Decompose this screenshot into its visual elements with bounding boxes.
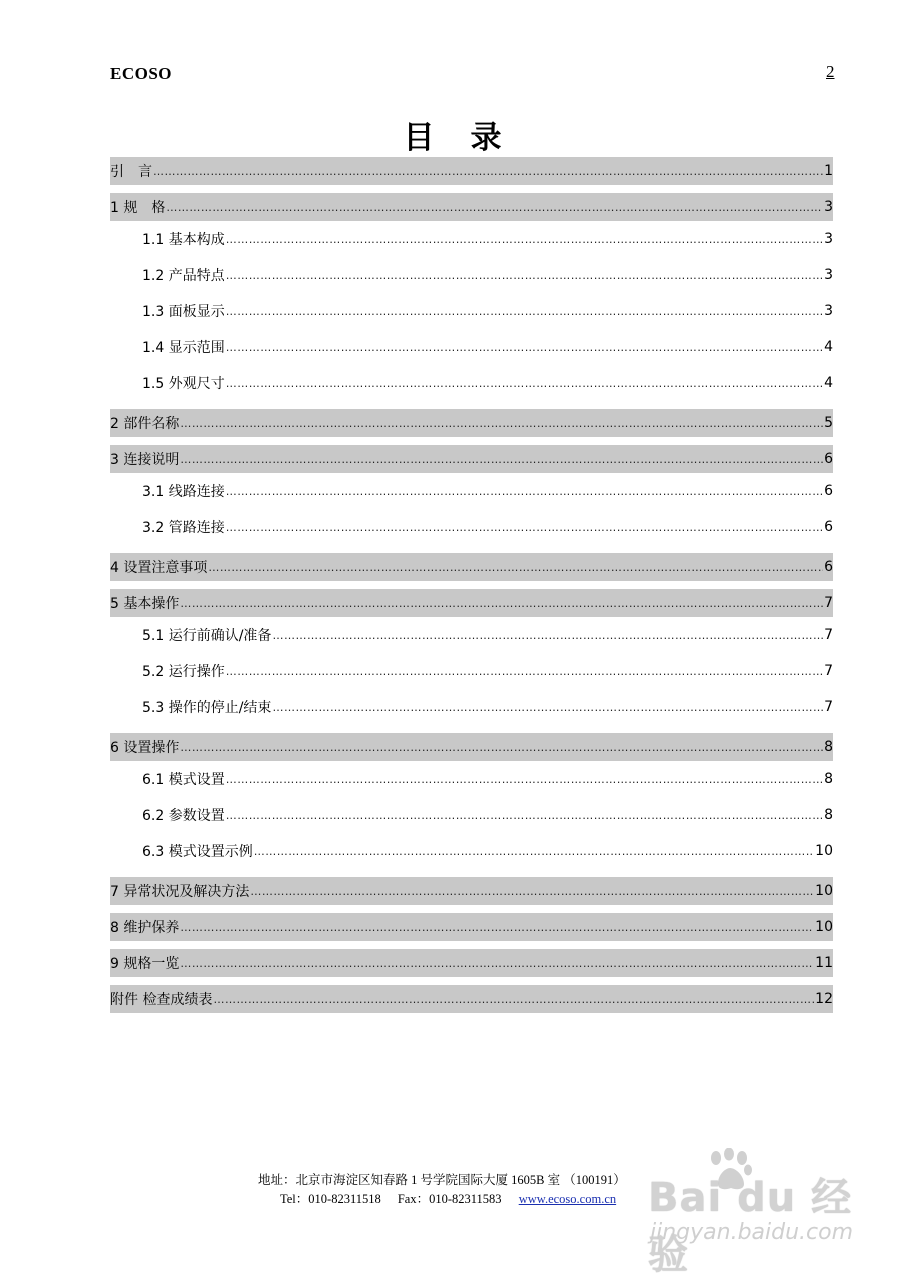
toc-entry[interactable] bbox=[110, 445, 833, 473]
toc-entry-page: 8 bbox=[824, 771, 833, 787]
toc-entry-page: 4 bbox=[824, 375, 833, 391]
toc-entry[interactable] bbox=[110, 409, 833, 437]
toc-entry[interactable] bbox=[110, 157, 833, 185]
toc-entry[interactable] bbox=[110, 365, 833, 401]
toc-entry[interactable] bbox=[110, 509, 833, 545]
toc-entry-page: 5 bbox=[824, 415, 833, 431]
toc-title: 目录 bbox=[403, 120, 538, 156]
toc-entry[interactable] bbox=[110, 761, 833, 797]
toc-dot-leader bbox=[226, 521, 823, 534]
table-of-contents bbox=[110, 157, 833, 1013]
toc-dot-leader bbox=[272, 701, 823, 714]
toc-entry-title: 1.5 外观尺寸 bbox=[142, 376, 225, 392]
toc-entry-title: 1.4 显示范围 bbox=[142, 340, 225, 356]
footer-fax: Fax：010-82311583 bbox=[397, 1192, 502, 1206]
toc-entry-page: 7 bbox=[824, 699, 833, 715]
header-page-number: 2 bbox=[826, 62, 835, 81]
toc-entry-title: 6.2 参数设置 bbox=[142, 808, 225, 824]
toc-entry-title: 3.1 线路连接 bbox=[142, 484, 225, 500]
toc-entry-page: 11 bbox=[815, 955, 833, 971]
toc-entry-page: 10 bbox=[815, 883, 833, 899]
toc-dot-leader bbox=[226, 485, 823, 498]
toc-dot-leader bbox=[153, 165, 823, 178]
footer-website-link[interactable]: www.ecoso.com.cn bbox=[518, 1192, 617, 1206]
toc-entry-page: 6 bbox=[824, 451, 833, 467]
toc-entry[interactable] bbox=[110, 653, 833, 689]
toc-entry-page: 4 bbox=[824, 339, 833, 355]
footer-address: 地址：北京市海淀区知春路 1 号学院国际大厦 1605B 室 （100191） bbox=[258, 1173, 626, 1187]
toc-dot-leader bbox=[166, 201, 823, 214]
toc-entry-title: 1 规 格 bbox=[110, 200, 166, 216]
toc-entry-page: 7 bbox=[824, 627, 833, 643]
toc-entry[interactable] bbox=[110, 329, 833, 365]
watermark-brand: Bai du 经验 bbox=[648, 1175, 853, 1278]
toc-entry-page: 7 bbox=[824, 595, 833, 611]
toc-dot-leader bbox=[226, 377, 823, 390]
toc-entry-page: 8 bbox=[824, 807, 833, 823]
toc-entry-title: 1.3 面板显示 bbox=[142, 304, 225, 320]
toc-dot-leader bbox=[226, 773, 823, 786]
toc-entry-title: 1.2 产品特点 bbox=[142, 268, 225, 284]
baidu-watermark bbox=[648, 1148, 868, 1278]
toc-entry-title: 9 规格一览 bbox=[110, 956, 180, 972]
toc-dot-leader bbox=[213, 993, 814, 1006]
toc-dot-leader bbox=[180, 921, 814, 934]
toc-entry[interactable] bbox=[110, 221, 833, 257]
toc-entry[interactable] bbox=[110, 949, 833, 977]
toc-dot-leader bbox=[226, 269, 823, 282]
footer-tel: Tel：010-82311518 bbox=[280, 1192, 381, 1206]
toc-entry-title: 6 设置操作 bbox=[110, 740, 180, 756]
toc-entry-page: 3 bbox=[824, 267, 833, 283]
toc-entry[interactable] bbox=[110, 193, 833, 221]
toc-entry[interactable] bbox=[110, 985, 833, 1013]
header-logo: ECOSO bbox=[110, 64, 173, 83]
toc-entry[interactable] bbox=[110, 293, 833, 329]
watermark-url: jingyan.baidu.com bbox=[650, 1220, 854, 1245]
toc-entry-title: 附件 检查成绩表 bbox=[110, 992, 213, 1008]
toc-entry-page: 3 bbox=[824, 199, 833, 215]
toc-dot-leader bbox=[180, 597, 823, 610]
toc-entry-title: 5.1 运行前确认/准备 bbox=[142, 628, 272, 644]
toc-dot-leader bbox=[226, 233, 823, 246]
toc-dot-leader bbox=[180, 741, 823, 754]
toc-entry-title: 1.1 基本构成 bbox=[142, 232, 225, 248]
toc-entry[interactable] bbox=[110, 553, 833, 581]
toc-dot-leader bbox=[226, 665, 823, 678]
toc-entry-title: 3.2 管路连接 bbox=[142, 520, 225, 536]
toc-entry-title: 3 连接说明 bbox=[110, 452, 180, 468]
toc-dot-leader bbox=[254, 845, 814, 858]
toc-entry[interactable] bbox=[110, 589, 833, 617]
toc-entry-title: 引 言 bbox=[110, 164, 152, 180]
toc-entry-page: 10 bbox=[815, 843, 833, 859]
toc-entry-page: 8 bbox=[824, 739, 833, 755]
toc-entry-page: 3 bbox=[824, 231, 833, 247]
toc-entry-title: 6.1 模式设置 bbox=[142, 772, 225, 788]
toc-entry-title: 2 部件名称 bbox=[110, 416, 180, 432]
toc-entry-page: 3 bbox=[824, 303, 833, 319]
toc-entry-page: 7 bbox=[824, 663, 833, 679]
toc-entry[interactable] bbox=[110, 257, 833, 293]
toc-entry-page: 6 bbox=[824, 559, 833, 575]
toc-dot-leader bbox=[208, 561, 823, 574]
toc-dot-leader bbox=[250, 885, 814, 898]
toc-entry[interactable] bbox=[110, 797, 833, 833]
toc-entry[interactable] bbox=[110, 877, 833, 905]
toc-entry-title: 5 基本操作 bbox=[110, 596, 180, 612]
footer-contact bbox=[280, 1189, 630, 1207]
toc-entry-page: 1 bbox=[824, 163, 833, 179]
toc-entry-title: 5.3 操作的停止/结束 bbox=[142, 700, 272, 716]
toc-dot-leader bbox=[226, 809, 823, 822]
toc-entry-page: 6 bbox=[824, 519, 833, 535]
toc-entry-page: 12 bbox=[815, 991, 833, 1007]
toc-dot-leader bbox=[180, 417, 823, 430]
toc-entry-page: 10 bbox=[815, 919, 833, 935]
toc-dot-leader bbox=[226, 305, 823, 318]
toc-dot-leader bbox=[272, 629, 823, 642]
toc-entry[interactable] bbox=[110, 833, 833, 869]
toc-entry-title: 5.2 运行操作 bbox=[142, 664, 225, 680]
toc-entry-title: 4 设置注意事项 bbox=[110, 560, 208, 576]
toc-entry[interactable] bbox=[110, 617, 833, 653]
toc-dot-leader bbox=[226, 341, 823, 354]
toc-entry[interactable] bbox=[110, 689, 833, 725]
toc-entry-title: 6.3 模式设置示例 bbox=[142, 844, 253, 860]
toc-entry[interactable] bbox=[110, 473, 833, 509]
toc-entry-title: 7 异常状况及解决方法 bbox=[110, 884, 250, 900]
toc-entry-page: 6 bbox=[824, 483, 833, 499]
toc-dot-leader bbox=[180, 957, 814, 970]
toc-entry[interactable] bbox=[110, 913, 833, 941]
toc-entry[interactable] bbox=[110, 733, 833, 761]
toc-entry-title: 8 维护保养 bbox=[110, 920, 180, 936]
toc-dot-leader bbox=[180, 453, 823, 466]
